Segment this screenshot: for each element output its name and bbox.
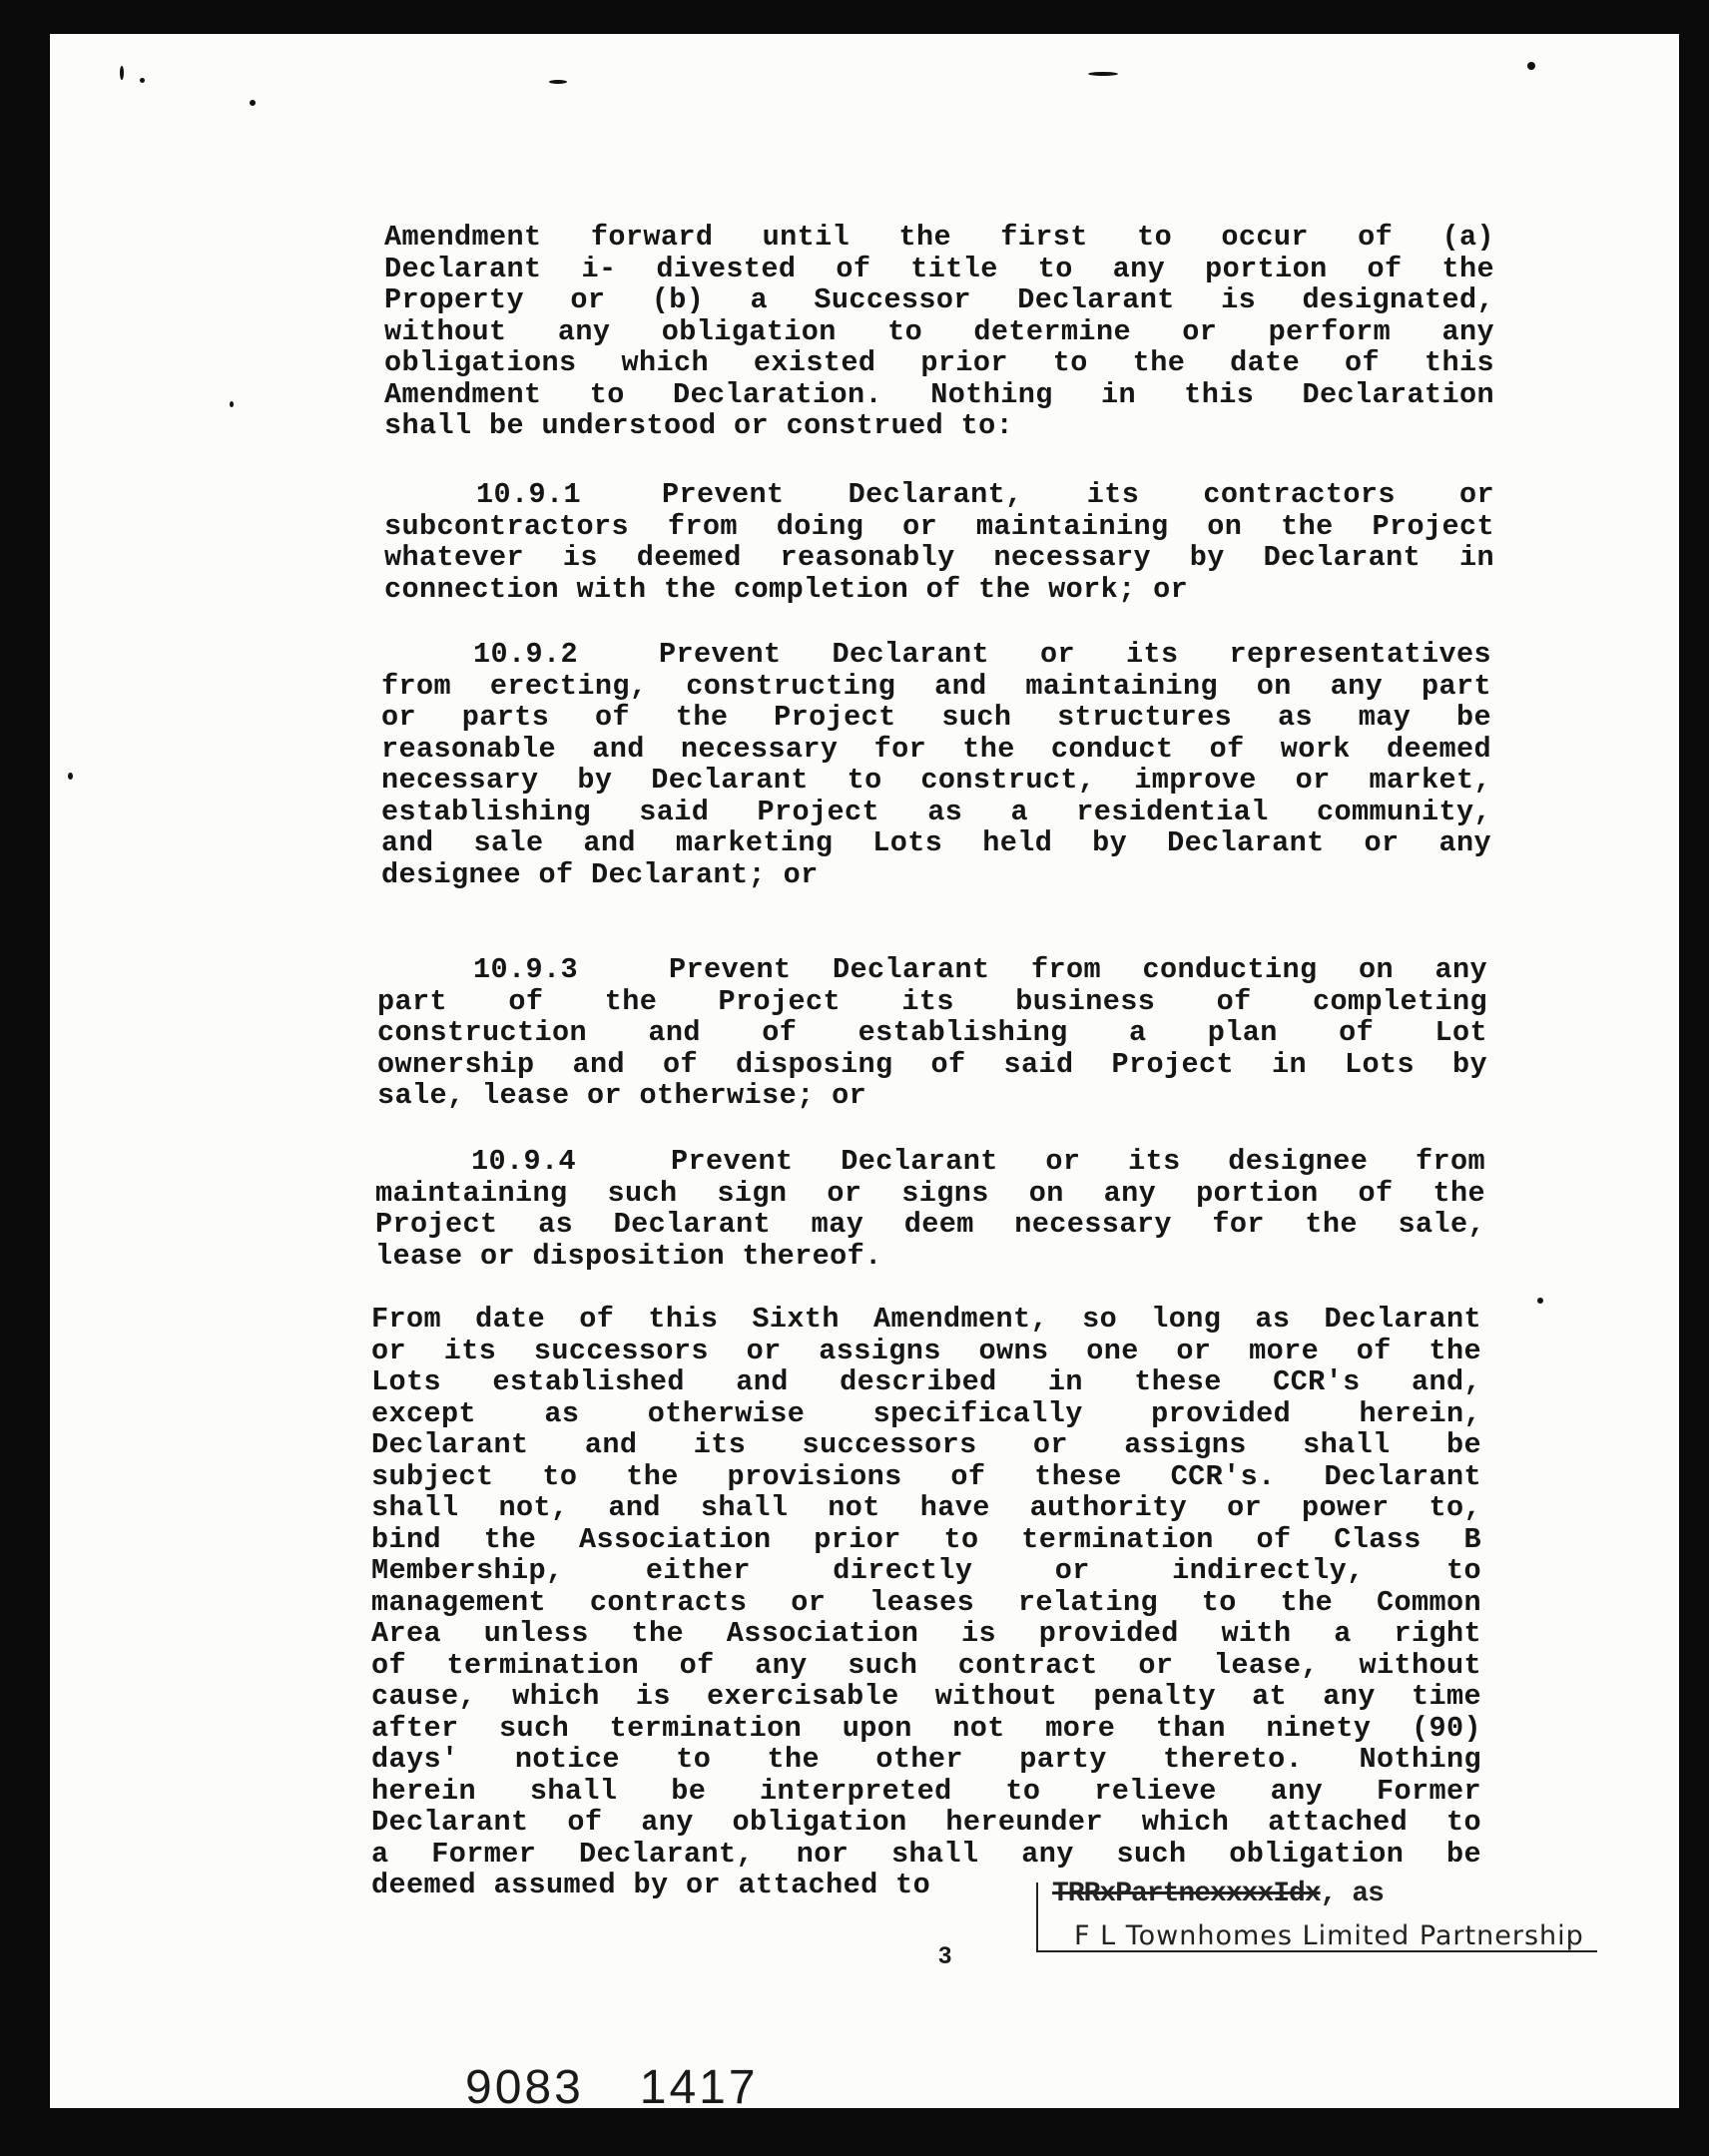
text-line: Prevent Declarant, its contractors or <box>662 478 1494 511</box>
text-line: without any obligation to determine or perform any <box>384 314 1494 348</box>
scan-speck <box>1537 1298 1543 1304</box>
intro-paragraph <box>384 222 1494 442</box>
closing-paragraph <box>371 1304 1481 1901</box>
line-suffix: , as <box>1320 1879 1384 1909</box>
text-line: management contracts or leases relating to the Common <box>371 1585 1481 1619</box>
stamp-page: 1417 <box>639 2061 759 2114</box>
section-first-line <box>381 639 1491 671</box>
section-number: 10.9.3 <box>473 953 579 986</box>
text-line: maintaining such sign or signs on any portion of the <box>375 1176 1485 1210</box>
section-10-9-2 <box>381 639 1491 890</box>
text-line: deemed assumed by or attached to <box>371 1869 931 1901</box>
section-10-9-1 <box>384 479 1494 605</box>
text-line: establishing said Project as a residential community, <box>381 795 1491 828</box>
text-line: Membership, either directly or indirectly, to <box>371 1554 1481 1587</box>
text-line: Lots established and described in these CCR's and, <box>371 1365 1481 1398</box>
text-line: obligations which existed prior to the date of this <box>384 346 1494 379</box>
text-line: Prevent Declarant from conducting on any <box>669 953 1487 986</box>
text-line: whatever is deemed reasonably necessary by Declarant in <box>384 541 1494 574</box>
text-line: Area unless the Association is provided with a right <box>371 1617 1481 1650</box>
scan-speck <box>140 78 145 83</box>
text-line: shall not, and shall not have authority or power to, <box>371 1491 1481 1524</box>
document-page <box>50 34 1679 2114</box>
text-line: construction and of establishing a plan of Lot <box>377 1016 1487 1049</box>
scan-speck <box>1088 72 1118 76</box>
text-line: herein shall be interpreted to relieve any Former <box>371 1774 1481 1808</box>
text-line: or parts of the Project such structures as may be <box>381 701 1491 734</box>
text-line: Amendment to Declaration. Nothing in this Declaration <box>384 377 1494 411</box>
section-number: 10.9.4 <box>471 1145 577 1178</box>
scan-speck <box>1527 62 1535 70</box>
text-line: cause, which is exercisable without penalty at any time <box>371 1680 1481 1713</box>
text-line: ownership and of disposing of said Project in Lots by <box>377 1047 1487 1081</box>
section-first-line <box>375 1146 1485 1178</box>
text-line: Prevent Declarant or its designee from <box>671 1145 1485 1178</box>
struck-text: TRRxPartnexxxxIdx <box>1052 1879 1321 1909</box>
page-number: 3 <box>938 1942 952 1969</box>
text-line: after such termination upon not more than ninety (90) <box>371 1711 1481 1745</box>
section-10-9-3 <box>377 954 1487 1112</box>
section-first-line <box>377 954 1487 986</box>
scan-speck <box>250 100 256 106</box>
text-line: From date of this Sixth Amendment, so long as Declarant <box>371 1303 1481 1336</box>
text-line: sale, lease or otherwise; or <box>377 1079 867 1112</box>
scan-speck <box>549 80 567 84</box>
text-line: Amendment forward until the first to occur of (a) <box>384 221 1494 254</box>
text-line: Declarant and its successors or assigns shall be <box>371 1428 1481 1461</box>
text-line: Project as Declarant may deem necessary for the sale, <box>375 1208 1485 1241</box>
text-line: subject to the provisions of these CCR's. Declarant <box>371 1459 1481 1493</box>
text-line: and sale and marketing Lots held by Declarant or any <box>381 826 1491 859</box>
text-line: of termination of any such contract or lease, without <box>371 1648 1481 1682</box>
recording-stamp <box>465 2060 815 2115</box>
section-10-9-4 <box>375 1146 1485 1272</box>
handwritten-correction: F L Townhomes Limited Partnership <box>1074 1920 1584 1951</box>
text-line: from erecting, constructing and maintaining on any part <box>381 669 1491 703</box>
text-line: bind the Association prior to termination of Class B <box>371 1522 1481 1556</box>
text-line: Prevent Declarant or its representatives <box>659 638 1491 671</box>
stamp-book: 9083 <box>465 2061 584 2114</box>
scan-speck <box>68 773 73 780</box>
text-line: reasonable and necessary for the conduct of work deemed <box>381 732 1491 766</box>
text-line: except as otherwise specifically provided herein, <box>371 1396 1481 1430</box>
text-line: lease or disposition thereof. <box>375 1239 882 1273</box>
section-first-line <box>384 479 1494 511</box>
text-line: days' notice to the other party thereto. Nothing <box>371 1743 1481 1776</box>
text-line: a Former Declarant, nor shall any such obligation be <box>371 1837 1481 1871</box>
section-number: 10.9.1 <box>476 478 582 511</box>
text-line: Property or (b) a Successor Declarant is designated, <box>384 283 1494 316</box>
text-line: Declarant i- divested of title to any portion of the <box>384 252 1494 285</box>
text-line: part of the Project its business of completing <box>377 984 1487 1018</box>
text-line: designee of Declarant; or <box>381 857 819 891</box>
struck-name <box>1052 1879 1384 1909</box>
scan-speck <box>120 66 124 80</box>
text-line: shall be understood or construed to: <box>384 409 1014 442</box>
text-line: connection with the completion of the work; or <box>384 572 1189 606</box>
section-number: 10.9.2 <box>473 638 579 671</box>
text-line: or its successors or assigns owns one or more of the <box>371 1334 1481 1367</box>
text-line: subcontractors from doing or maintaining on the Project <box>384 509 1494 543</box>
scan-speck <box>230 401 234 407</box>
text-line: necessary by Declarant to construct, improve or market, <box>381 764 1491 797</box>
text-line: Declarant of any obligation hereunder which attached to <box>371 1806 1481 1839</box>
